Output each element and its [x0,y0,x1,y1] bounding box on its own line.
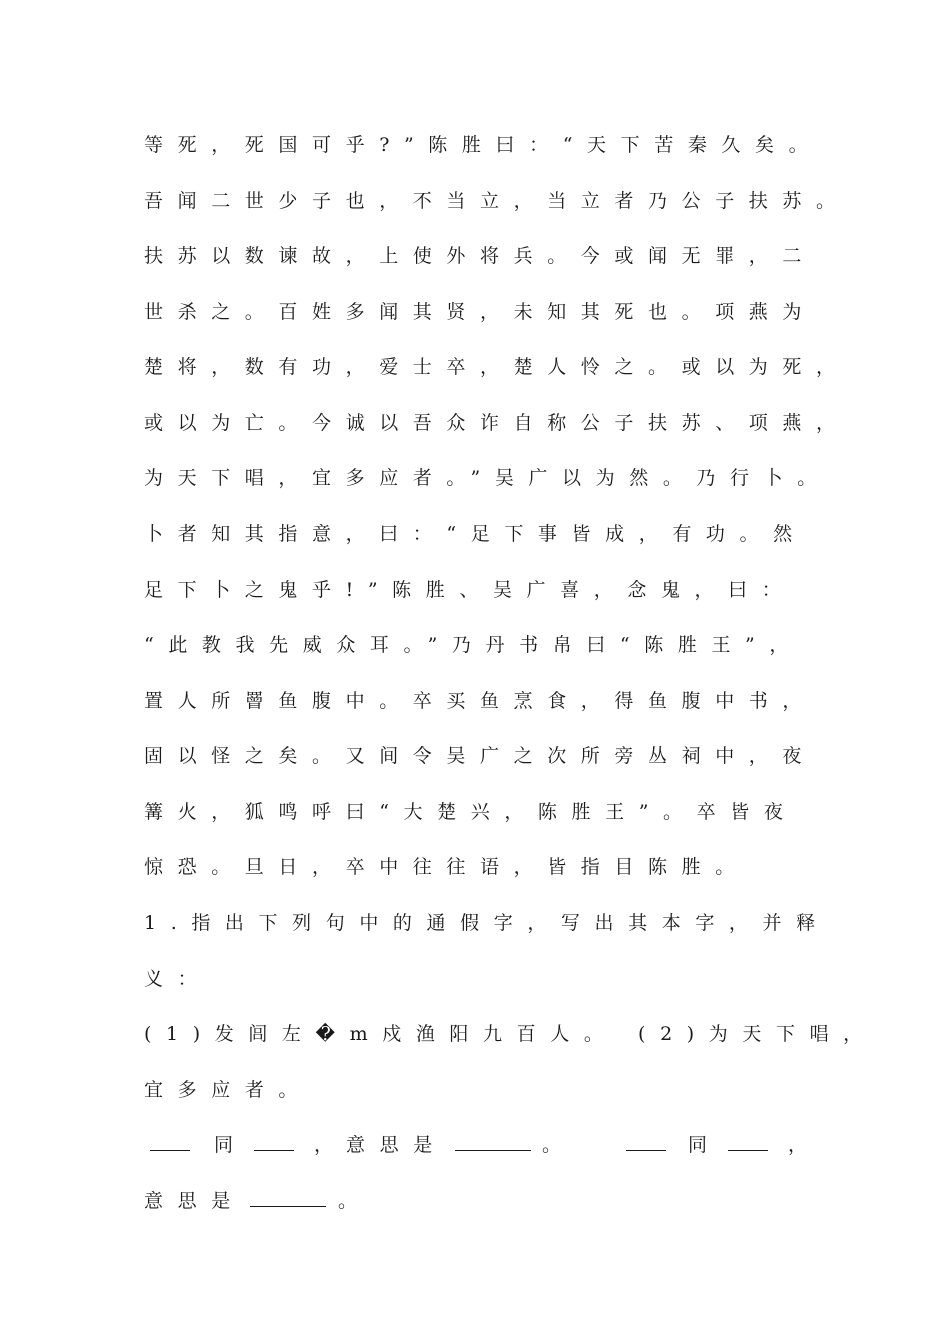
passage-line: 篝火，狐鸣呼曰“大楚兴，陈胜王”。卒皆夜 [144,801,798,823]
passage-line: 楚将，数有功，爱士卒，楚人怜之。或以为死， [144,356,850,378]
comma: ， [314,1134,334,1156]
passage-line: 置人所罾鱼腹中。卒买鱼烹食，得鱼腹中书， [144,690,817,712]
question-items: (1)发闾左�m戍渔阳九百人。 (2)为天下唱， [144,1023,877,1045]
question-prompt-cont: 义： [144,968,212,990]
passage-line: 惊恐。旦日，卒中往往语，皆指目陈胜。 [144,856,749,878]
passage-line: 为天下唱，宜多应者。”吴广以为然。乃行卜。 [144,467,831,489]
answer-line-1 [144,1130,844,1160]
answer-blank[interactable] [455,1130,531,1160]
passage-line: 足下卜之鬼乎!”陈胜、吴广喜，念鬼，曰： [144,579,796,601]
passage-line: 固以怪之矣。又间令吴广之次所旁丛祠中，夜 [144,745,817,767]
comma: ， [788,1134,808,1156]
passage-line: “此教我先威众耳。”乃丹书帛曰“陈胜王”， [144,634,803,656]
passage-line: 卜者知其指意，曰：“足下事皆成，有功。然 [144,523,807,545]
same-word: 同 [214,1134,234,1156]
answer-blank[interactable] [626,1130,666,1160]
passage-line: 或以为亡。今诚以吾众诈自称公子扶苏、项燕， [144,412,850,434]
answer-line-2 [144,1186,844,1216]
passage-line: 吾闻二世少子也，不当立，当立者乃公子扶苏。 [144,190,850,212]
answer-blank[interactable] [728,1130,768,1160]
answer-blank[interactable] [254,1130,294,1160]
question-items-cont: 宜多应者。 [144,1079,313,1101]
passage-line: 等死，死国可乎?”陈胜曰：“天下苦秦久矣。 [144,134,823,156]
meaning-label: 意思是 [144,1190,245,1212]
answer-blank[interactable] [150,1130,190,1160]
passage-line: 世杀之。百姓多闻其贤，未知其死也。项燕为 [144,301,817,323]
same-word: 同 [688,1134,708,1156]
period: 。 [338,1190,358,1212]
meaning-label: 意思是 [346,1134,447,1156]
period: 。 [542,1134,562,1156]
question-prompt: 1.指出下列句中的通假字，写出其本字，并释 [144,912,830,934]
answer-blank[interactable] [250,1186,326,1216]
passage-line: 扶苏以数谏故，上使外将兵。今或闻无罪，二 [144,245,817,267]
